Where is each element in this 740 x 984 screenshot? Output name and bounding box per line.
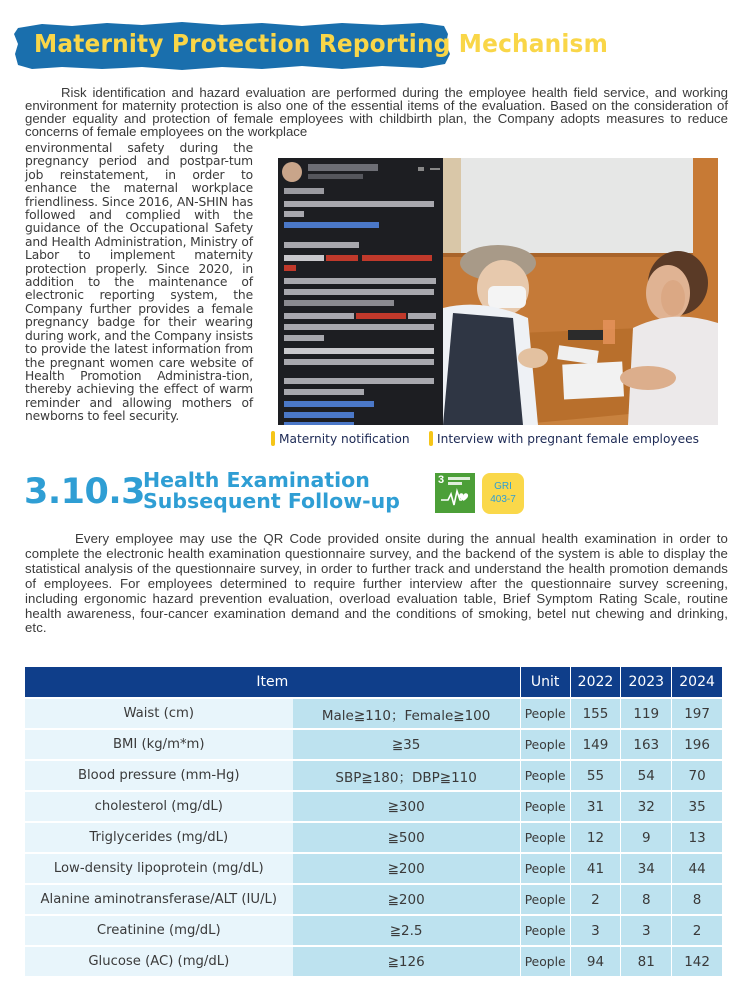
row-unit: People	[520, 698, 570, 729]
intro-paragraph	[25, 87, 728, 139]
header-unit: Unit	[520, 667, 570, 698]
row-value-2023: 8	[621, 884, 672, 915]
row-value-2024: 2	[672, 915, 722, 946]
row-criteria: ≧35	[293, 729, 521, 760]
body-paragraph	[25, 532, 728, 636]
table-row	[25, 729, 722, 760]
maternity-notification-image	[278, 158, 444, 425]
row-criteria: ≧500	[293, 822, 521, 853]
row-criteria: Male≧110；Female≧100	[293, 698, 521, 729]
row-criteria: ≧2.5	[293, 915, 521, 946]
row-value-2022: 94	[570, 946, 621, 976]
row-criteria: SBP≧180；DBP≧110	[293, 760, 521, 791]
header-2022: 2022	[570, 667, 621, 698]
row-value-2022: 3	[570, 915, 621, 946]
row-criteria: ≧126	[293, 946, 521, 976]
row-unit: People	[520, 946, 570, 976]
heartbeat-icon	[435, 473, 475, 513]
caption-marker-icon	[271, 431, 275, 446]
row-value-2024: 142	[672, 946, 722, 976]
section-title-line2: Subsequent Follow-up	[143, 489, 400, 513]
row-value-2022: 155	[570, 698, 621, 729]
table-row	[25, 946, 722, 976]
table-row	[25, 822, 722, 853]
table-row	[25, 884, 722, 915]
row-value-2024: 196	[672, 729, 722, 760]
row-value-2023: 81	[621, 946, 672, 976]
section-title-line1: Health Examination	[143, 468, 370, 492]
row-item: Alanine aminotransferase/ALT (IU/L)	[25, 884, 293, 915]
gri-badge	[482, 473, 524, 514]
row-item: cholesterol (mg/dL)	[25, 791, 293, 822]
column-paragraph: environmental safety during the pregnancy period and postpar-tum job reinstatement, in order to enhance the maternal workplace friendliness. Since 2016, AN-SHIN has followed and complied with the guidance of the Occupational Safety and Health Administration, Ministry of Labor to implement maternity protection properly. Since 2020, in addition to the maintenance of electronic reporting system, the Company further provides a female pregnancy badge for their wearing during work, and the Company insists to provide the latest information from the pregnant women care website of Health Promotion Administra-tion, thereby achieving the effect of warm reminder and allowing mothers of newborns to feel security.	[25, 141, 253, 424]
row-value-2023: 32	[621, 791, 672, 822]
row-value-2022: 55	[570, 760, 621, 791]
header-2023: 2023	[621, 667, 672, 698]
row-unit: People	[520, 884, 570, 915]
gri-label: GRI	[494, 481, 512, 492]
row-value-2022: 12	[570, 822, 621, 853]
row-item: Waist (cm)	[25, 698, 293, 729]
table-row	[25, 760, 722, 791]
row-unit: People	[520, 729, 570, 760]
row-criteria: ≧300	[293, 791, 521, 822]
row-value-2023: 119	[621, 698, 672, 729]
health-exam-table	[25, 667, 722, 976]
row-value-2023: 9	[621, 822, 672, 853]
row-unit: People	[520, 853, 570, 884]
header-item: Item	[25, 667, 520, 698]
table-row	[25, 853, 722, 884]
sdg-3-good-health-icon	[435, 473, 475, 513]
row-value-2023: 163	[621, 729, 672, 760]
row-value-2024: 35	[672, 791, 722, 822]
row-value-2023: 34	[621, 853, 672, 884]
banner-title: Maternity Protection Reporting Mechanism	[34, 29, 608, 58]
row-value-2024: 197	[672, 698, 722, 729]
section-number: 3.10.3	[24, 472, 146, 512]
sdg-number: 3	[438, 474, 445, 486]
row-criteria: ≧200	[293, 884, 521, 915]
row-unit: People	[520, 915, 570, 946]
intro-paragraph-text: Risk identification and hazard evaluation are performed during the employee health field service, and working environment for maternity protection is also one of the essential items of the evaluation. Based on the consideration of gender equality and protection of female employees with childbirth plan, the Company adopts measures to reduce concerns of female employees on the workplace	[25, 85, 728, 139]
body-paragraph-text: Every employee may use the QR Code provided onsite during the annual health examination in order to complete the electronic health examination questionnaire survey, and the backend of the system is able to display the statistical analysis of the questionnaire survey, in order to further track and understand the health promotion demands of employees. For employees determined to require further interview after the questionnaire survey screening, including ergonomic hazard prevention evaluation, overload evaluation table, Brief Symptom Rating Scale, routine health awareness, four-cancer examination demand and the conditions of smoking, betel nut chewing and drinking, etc.	[25, 531, 728, 636]
table-row	[25, 791, 722, 822]
header-2024: 2024	[672, 667, 722, 698]
interview-caption	[429, 431, 699, 446]
row-item: Blood pressure (mm-Hg)	[25, 760, 293, 791]
row-item: BMI (kg/m*m)	[25, 729, 293, 760]
gri-code: 403-7	[490, 494, 516, 505]
row-value-2024: 70	[672, 760, 722, 791]
table-header-row	[25, 667, 722, 698]
row-value-2022: 41	[570, 853, 621, 884]
row-value-2023: 3	[621, 915, 672, 946]
section-title	[143, 470, 400, 512]
row-unit: People	[520, 822, 570, 853]
row-value-2022: 2	[570, 884, 621, 915]
interview-photo	[443, 158, 718, 425]
notification-caption	[271, 431, 410, 446]
row-unit: People	[520, 760, 570, 791]
row-value-2024: 13	[672, 822, 722, 853]
row-value-2023: 54	[621, 760, 672, 791]
row-unit: People	[520, 791, 570, 822]
avatar-icon	[282, 162, 302, 182]
row-value-2024: 44	[672, 853, 722, 884]
caption-marker-icon	[429, 431, 433, 446]
row-item: Low-density lipoprotein (mg/dL)	[25, 853, 293, 884]
interview-caption-text: Interview with pregnant female employees	[437, 432, 699, 446]
row-value-2024: 8	[672, 884, 722, 915]
table-row	[25, 698, 722, 729]
row-criteria: ≧200	[293, 853, 521, 884]
notification-caption-text: Maternity notification	[279, 432, 410, 446]
row-item: Creatinine (mg/dL)	[25, 915, 293, 946]
row-item: Glucose (AC) (mg/dL)	[25, 946, 293, 976]
row-item: Triglycerides (mg/dL)	[25, 822, 293, 853]
row-value-2022: 31	[570, 791, 621, 822]
table-row	[25, 915, 722, 946]
row-value-2022: 149	[570, 729, 621, 760]
title-banner	[12, 20, 608, 72]
